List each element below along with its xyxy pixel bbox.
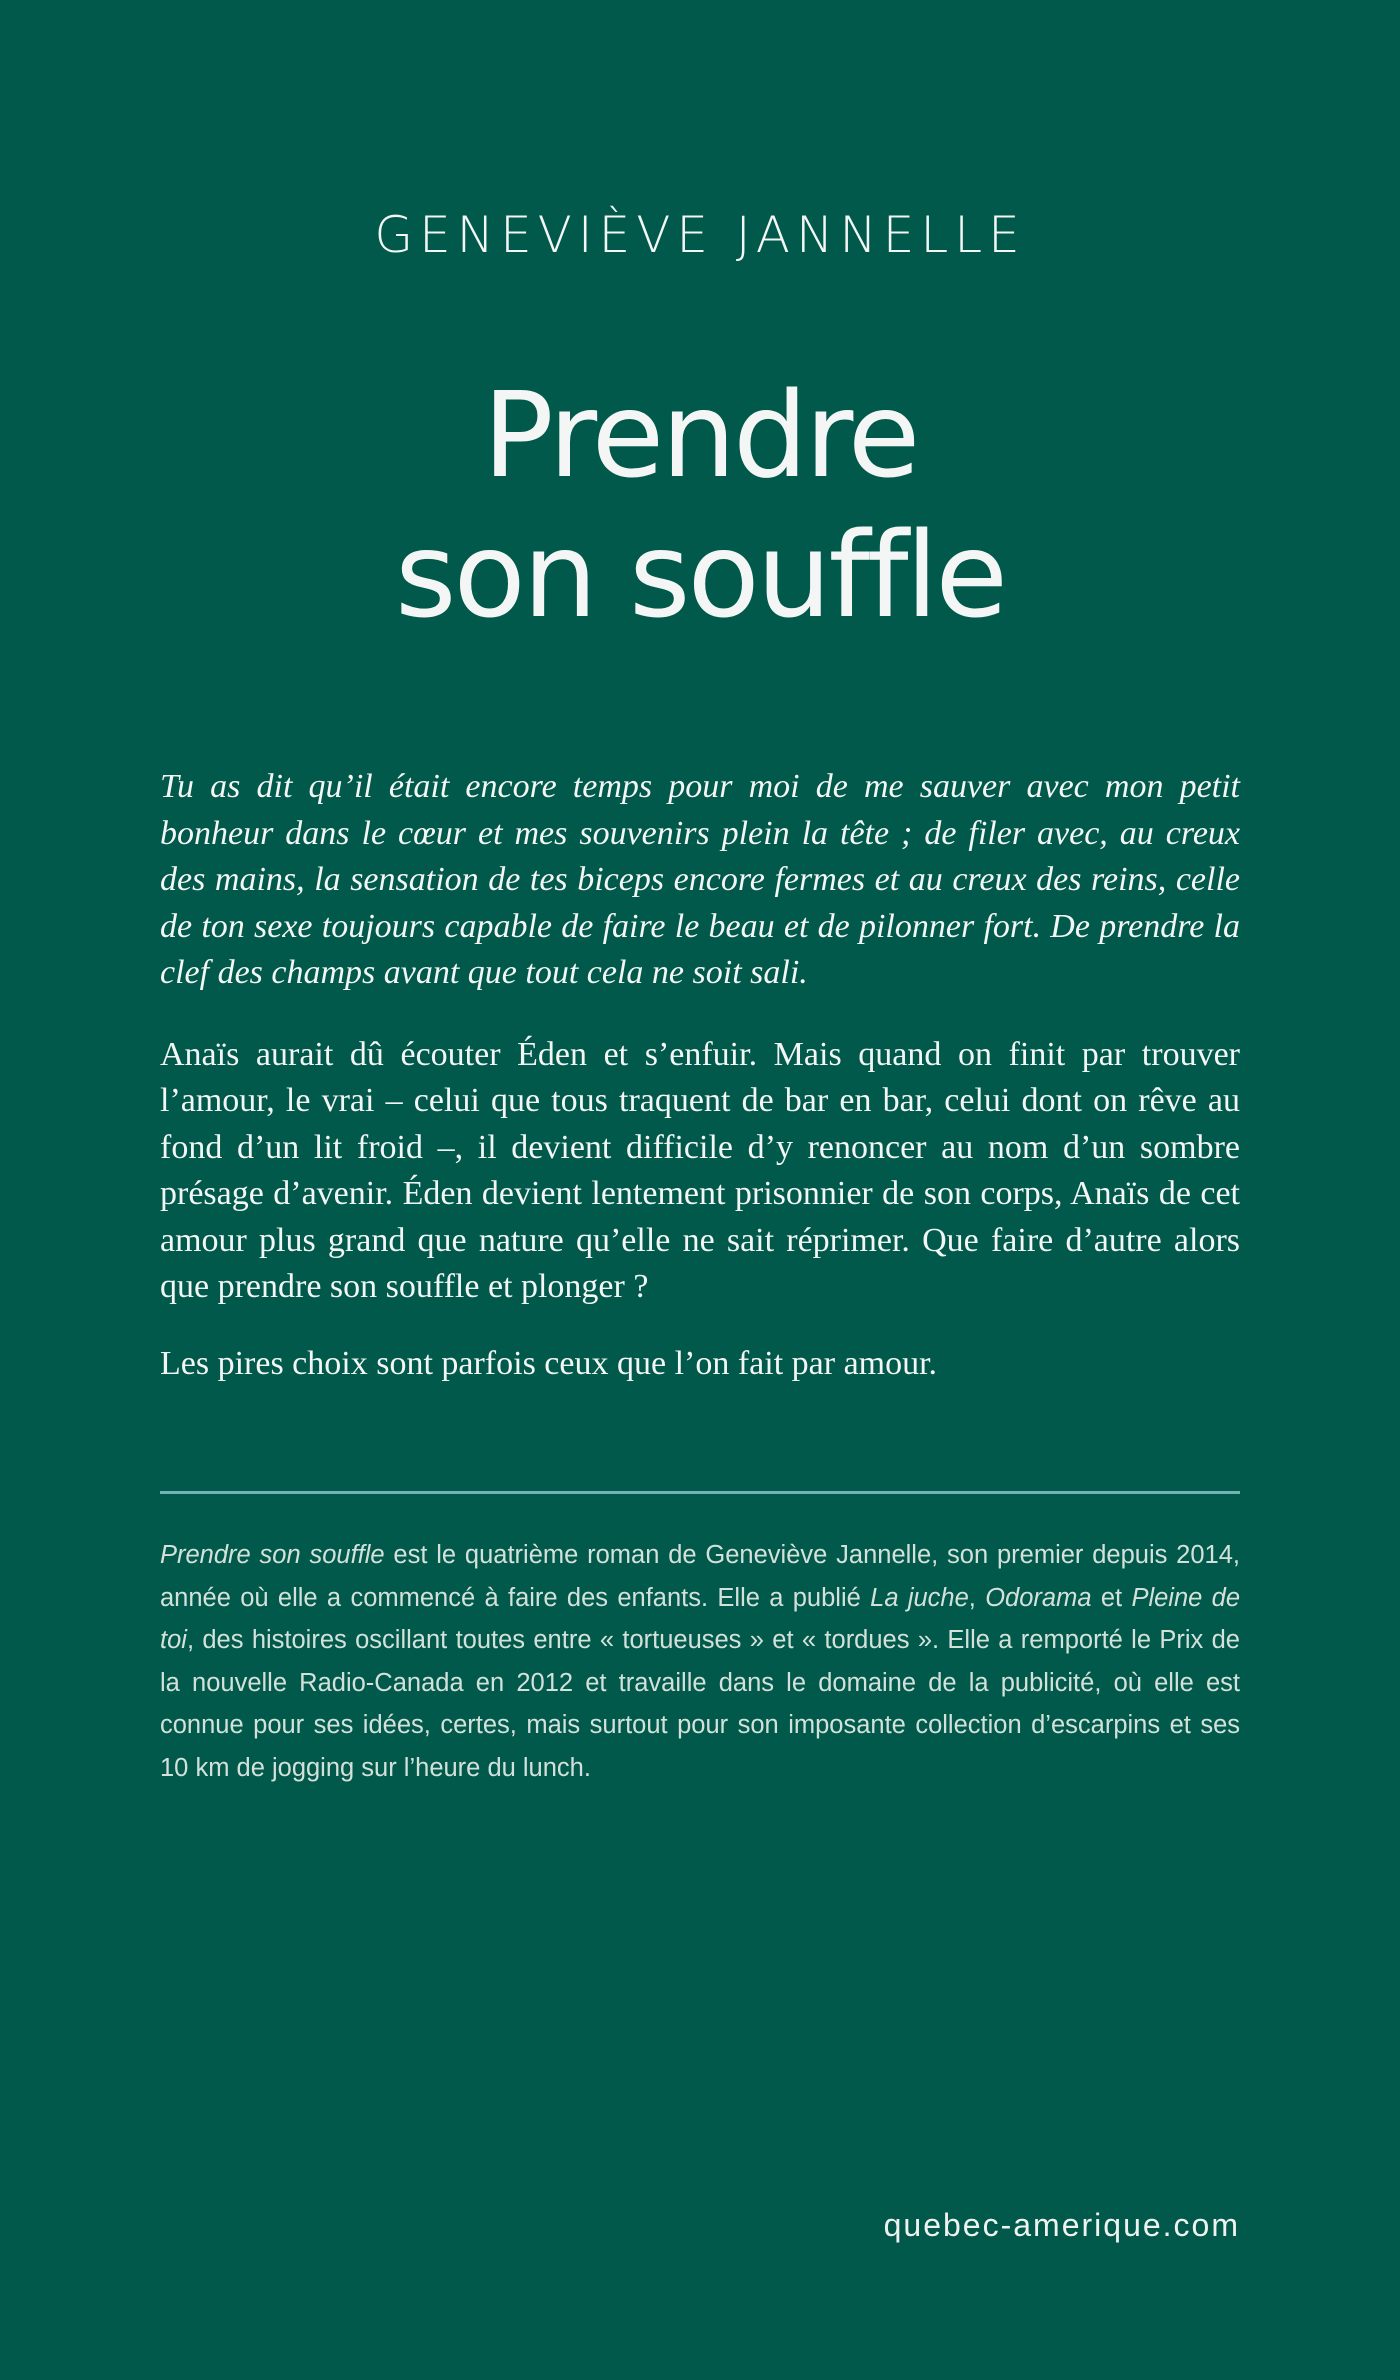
book-title [0, 365, 1400, 645]
blurb [160, 764, 1240, 1417]
bio-text-3: et [1091, 1583, 1132, 1612]
bio-book-title: Prendre son souffle [160, 1541, 385, 1569]
bio-book-3: Pleine de toi [160, 1583, 1241, 1654]
bio-book-1: La juche [870, 1583, 969, 1612]
blurb-tagline: Les pires choix sont parfois ceux que l’on fait par amour. [160, 1344, 938, 1382]
bio-book-2: Odorama [985, 1583, 1092, 1612]
author-bio [160, 1534, 1240, 1789]
blurb-quote: Tu as dit qu’il était encore temps pour moi de me sauver avec mon petit bonheur dans le cœur et mes souvenirs plein la tête ; de filer avec, au creux des mains, la sensation de tes biceps encore fermes et au creux des reins, celle de ton sexe toujours capable de faire le beau et de pilonner fort. De prendre la clef des champs avant que tout cela ne soit sali. [160, 768, 1240, 991]
author-name: GENEVIÈVE JANNELLE [374, 206, 1026, 264]
divider [160, 1491, 1240, 1494]
blurb-paragraph: Anaïs aurait dû écouter Éden et s’enfuir. Mais quand on finit par trouver l’amour, le vrai – celui que tous traquent de bar en bar, celui dont on rêve au fond d’un lit froid –, il devient difficile d’y renoncer au nom d’un sombre présage d’avenir. Éden devient lentement prisonnier de son corps, Anaïs de cet amour plus grand que nature qu’elle ne sait réprimer. Que faire d’autre alors que prendre son souffle et plonger ? [160, 1035, 1240, 1305]
bio-text-4: , des histoires oscillant toutes entre « tortueuses » et « tordues ». Elle a remporté le Prix de la nouvelle Radio-Canada en 2012 et travaille dans le domaine de la publicité, où elle est connue pour ses idées, certes, mais surtout pour son imposante collection d’escarpins et ses 10 km de jogging sur l’heure du lunch. [160, 1626, 1240, 1782]
bio-text-1: est le quatrième roman de Geneviève Jannelle, son premier depuis 2014, année où elle a commencé à faire des enfants. Elle a publié [160, 1541, 1240, 1612]
book-title-line-2: son souffle [395, 506, 1005, 644]
publisher-website: quebec-amerique.com [883, 2207, 1240, 2243]
book-title-line-1: Prendre [482, 366, 918, 504]
bio-text-2: , [968, 1583, 986, 1612]
